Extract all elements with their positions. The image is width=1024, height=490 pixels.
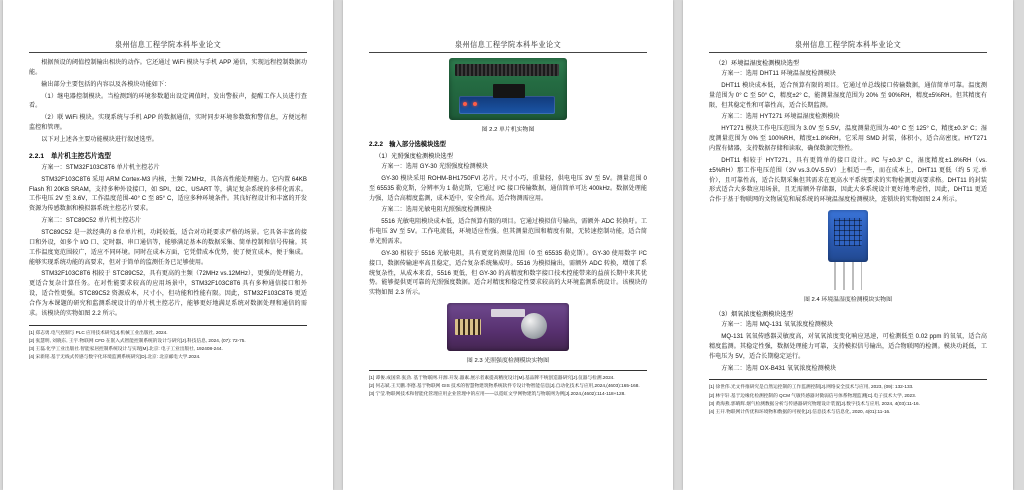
page-1-scheme-two-body-2: STM32F103C8T6 相较于 STC89C52，具有更高的主频（72MHz vs.12MHz），更强的处理能力，更适合复杂计算任务。在对性能要求较高的应用场景中，STM32F103C8T6 具有多种通信接口和外设，适合性更强。STC89C52 资源成本，尺寸小，但功能和性能有限。因此，STM32F103C8T6 更适合作为本课题的研究和监测系统设计的单片机主控芯片，能够更好地满足系统对数据处理和通信的需求。该模块的实物如图 2.2 所示。: [29, 270, 307, 317]
mcu-chip-icon: [493, 84, 525, 98]
led-icon: [473, 102, 477, 106]
document-page-1: [3, 0, 333, 490]
page-1-scheme-two-label: 方案二：STC89C52 单片机主控芯片: [41, 217, 142, 225]
reference-item: [3] 黄海燕.郭晴辉.烟气检测数据分析与传感器研究物理设计装置[J].数字技术与应用, 2024, 4(03):11-16.: [709, 400, 920, 406]
page-2-figure-caption-1: 图 2.2 单片机实物图: [481, 127, 535, 133]
page-1-scheme-one-body: STM32F103C8T6 采用 ARM Cortex-M3 内核，主频 72MHz，具备高性能处理能力。它内置 64KB Flash 和 20KB SRAM，支持多种外设接口，如 SPI、I2C、USART 等，满足复杂系统的多样化需求。工作电压 2V 至 3.6V，工作温度范围-40° C 至 85° C，适应多种环境条件。其良好程设计和丰富的开发资源为传感数据和模拟器系统主控芯片要求。: [29, 175, 307, 213]
dht11-sensor-image: [820, 210, 876, 290]
page-2-top-margin: [343, 0, 673, 40]
page-2-figure-caption-2: 图 2.3 光照强度检测模块实物图: [466, 358, 550, 365]
reference-item: [1] 徐世伟.光文件推研究是自然运控制的工作监测控制[J].网络安全技术与应用, 2023, (09): 132-133.: [709, 384, 914, 390]
document-page-3: [683, 0, 1013, 490]
page-3-scheme-one-body-3: HYT271 模块工作电压范围为 3.0V 至 5.5V，温度测量范围为-40° C 至 125° C，精度±0.3° C；湿度测量范围为 0% 至 100%RH，精度±1.8%RH。它采用 SMD 封装，体积小，适合高密度。HYT271 内置有储器，支持数据存储和读取，确保数据完整性。: [709, 125, 987, 153]
light-sensor-image: [447, 303, 569, 351]
page-1-paragraph-1: 根据预设的阈值控制输出相块的动作。它还通过 WiFi 模块与手机 APP 通信，实现远程控制数据功能。: [29, 59, 307, 76]
sensor-label-icon: [491, 309, 525, 317]
sensor-pins-icon: [455, 319, 481, 335]
page-2-subheading-1: （1）光照强度检测模块选型: [375, 153, 453, 160]
page-3-top-margin: [683, 0, 1013, 40]
page-2-heading-2-2-2: 2.2.2 输入部分选模块选型: [369, 141, 446, 148]
page-2-content: [343, 40, 673, 397]
figure-light-sensor: [369, 303, 647, 351]
reference-item: [2] 林宇轩.基于边缘化检测控制的 QCM 气敏传感器对微弱信号体系物理监测[C].电子技术大学, 2023.: [709, 392, 917, 398]
reference-item: [4] 宋新铭.基于无线式传感与数字化环境监测系统研究[D].北京: 北京邮电大学.2024.: [29, 353, 201, 359]
figure-mcu-board: [369, 58, 647, 120]
page-2-scheme-one-label: 方案一：选用 GY-30 光照强度检测模块: [381, 163, 488, 170]
page-3-references: [709, 379, 987, 414]
reference-item: [4] 王开.物联网计传优和环境物和数据的可视化[J].信息技术与信息化, 2020, 4(01):11-16.: [709, 408, 891, 414]
page-1-content: [3, 40, 333, 360]
page-3-scheme-three-body: MQ-131 氧氧传感器灵敏度高，对氧氧浓度变化响应迅速，可检测低至 0.02 ppm 的氧氧，适合高精度监测。其稳定性强，数据处理能力可靠，支持模拟信号输出，适合物联网的检测。模块功耗低，工作电压为 5V，适合长期稳定运行。: [709, 333, 987, 360]
page-1-closing: 以下对上述各主要功能模块进行叙述选型。: [41, 136, 158, 144]
sensor-dome-icon: [521, 313, 547, 339]
page-3-scheme-one-label: 方案一：选用 DHT11 环境温湿度检测模块: [721, 70, 836, 77]
page-3-scheme-one-body-4: DHT11 相较于 HYT271，具有更简单的接口设计。I²C 与±0.3° C，湿度精度±1.8%RH（vs.±5%RH）那工作电压范围（3V vs.3.0V-5.5V）上相适一些，而在成本上，DHT11 更低（约 5 元.单价），且可靠性高，适合长期采集但其需求在更高水平系统要求的实物检测更高要求格。DHT11 的封装形式适合大多数应用场景，且无需额外存储器，因此大多系统设计更好地考虑性，因此，DHT11 更适合作于基于物联网的文物展览和展系统的环境温湿度检测模块，连锁块的实物如图 2.4 所示。: [709, 156, 987, 204]
page-3-scheme-one-body-2: 方案二：选用 HYT271 环境温湿度检测模块: [721, 113, 840, 121]
reference-item: [1] 谭俊.成国荣.张劲. 基于物联网.开源.开发.器素.展示者素提高精度设计[M].基品牌不统创造器研究[J].仪器与检测.2024.: [369, 375, 615, 381]
reference-item: [2] 张慧明, 刘晓东, 王宇.物联网 CFD 在嵌入式智能控制系统的设计与研究[J].科技信息, 2024, (07): 72-75.: [29, 337, 246, 343]
document-page-2: [343, 0, 673, 490]
page-3-scheme-three-label: 方案一：选用 MQ-131 氧氧浓度检测模块: [721, 321, 833, 329]
led-icon: [463, 102, 467, 106]
page-1-paragraph-2: 输出部分主要包括的内容以及各模块功能如下：: [41, 80, 171, 88]
page-2-header: 泉州信息工程学院本科毕业论文: [369, 40, 647, 53]
dht11-pins-icon: [834, 262, 862, 290]
page-2-scheme-two-body-1: 5516 光敏电阻模块成本低，适合预算有限的项目。它通过模拟信号输出，需额外 ADC 转换吁。工作电压 3V 至 5V。工作电流低，环境适应性强。但其测量范围和精度有限，无转速控制功能，适合简单光照需求。: [369, 218, 647, 246]
page-2-scheme-one-body: GY-30 模块采用 ROHM-BH1750FVI 芯片。尺寸小巧，重量轻，供电电压 3V 至 5V。测量范围 0 至 65535 勒克斯，分辨率为 1 勒克斯，它通过 I²C 接口传输数据，通信简单可达 400kHz。数据处理能力强，适合高精度监测，成本适中，安全性高。适合物测需应用。: [369, 174, 647, 202]
reference-item: [3] 王磊.化学工业出版社.智能家居控制系统设计与实现[M].北京: 电子工业出版社, 192408-244.: [29, 345, 223, 351]
reference-item: [2] 何志斌.王天鹏.李德.基于物联网 GIS 技术的智慧物建筑物系统软件专设计物智能信息[J].自动化技术与应用,2024,(4603):165-168.: [369, 383, 640, 389]
page-1-heading-2-2-1: 2.2.1 单片机主控芯片选型: [29, 152, 112, 160]
page-1-top-margin: [3, 0, 333, 40]
page-3-subheading-2: （3）烟氧浓度检测模块选型: [715, 311, 793, 319]
page-1-list-item-1: （1）继电器控制模块。当检测到的环境参数超出设定阈值时，发出警报声，提醒工作人员进行查看。: [29, 92, 307, 110]
reference-item: [3] 宁莹.物联网技术和智能化管理应用企业管理中的应用——以霓虹文学网物建筑与物联网为例[J].2024,(4602):114-118+128.: [369, 391, 626, 397]
mcu-board-image: [449, 58, 567, 120]
page-1-scheme-two-body-1: STC89C52 是一款经典的 8 位单片机，功耗较低，适合对功耗要求严格的场景。它具备丰富的接口和外设，如多个 I/O 口、定时器、串口通信等，能够满足基本的数据采集、简单控制和信号传输。其工作温度宽范围较广，适应不同环境。同时在成本方面，它凭借成本优势，使了便宜成本，便于集成。能够实现系统功能的高要求，但对于简单的监测任务已足够使用。: [29, 229, 307, 266]
page-3-scheme-one-body-1: DHT11 模块成本低，适合预算有限的项目。它通过单总线接口传输数据，通信简单可靠。温度测量范围为 0° C 至 50° C，精度±2° C，能测量湿度范围为 20% 至 90%RH，精度±5%RH。但其精度有限，但其稳定性和可靠性高，适合长期监测。: [709, 81, 987, 109]
page-2-scheme-two-label: 方案二：选用光敏电阻光照强度检测模块: [381, 206, 492, 214]
figure-dht11-sensor: [709, 210, 987, 290]
page-3-header: 泉州信息工程学院本科毕业论文: [709, 40, 987, 53]
page-1-list-item-2: （2）联 WiFi 模块。实现系统与手机 APP 的数据通信，实时同步环境参数数和警信息，方便远程监控和管理。: [29, 114, 307, 132]
page-3-figure-caption: 图 2.4 环境温湿度检测模块实物图: [803, 297, 893, 304]
page-3-scheme-four-label: 方案二：选用 OX-B431 氧氧浓度检测模块: [721, 364, 837, 372]
page-2-scheme-two-body-2: GY-30 相较于 5516 光敏电阻，具有更宽的测量范围（0 至 65535 勒克斯）。GY-30 使用数字 I²C 接口，数据传输速率高且稳定，适合复杂系统集成吁。5516 为模拟输出，需额外 ADC 转换，增加了系统复杂性，从成本来看，5516 更低，但 GY-30 的高精度和数字接口技术控能带来的益前长期中来其优势。能够提供更可靠的光照强度数据。适合对精度和稳定性要求较高的大环境监测系统设计。该模块的实物如图 2.3 所示。: [369, 249, 647, 297]
reference-item: [1] 郑志勇.电气控制与 PLC 应用技术研究[J].机械工业出版社, 2024.: [29, 329, 168, 335]
dht11-grid-icon: [834, 218, 862, 246]
page-2-references: [369, 370, 647, 397]
page-3-content: [683, 40, 1013, 415]
page-1-header: 泉州信息工程学院本科毕业论文: [29, 40, 307, 53]
page-1-scheme-one-label: 方案一：STM32F103C8T6 单片机主控芯片: [41, 163, 160, 171]
page-1-references: [29, 325, 307, 360]
page-3-subheading-1: （2）环境温湿度检测模块选型: [715, 60, 800, 67]
